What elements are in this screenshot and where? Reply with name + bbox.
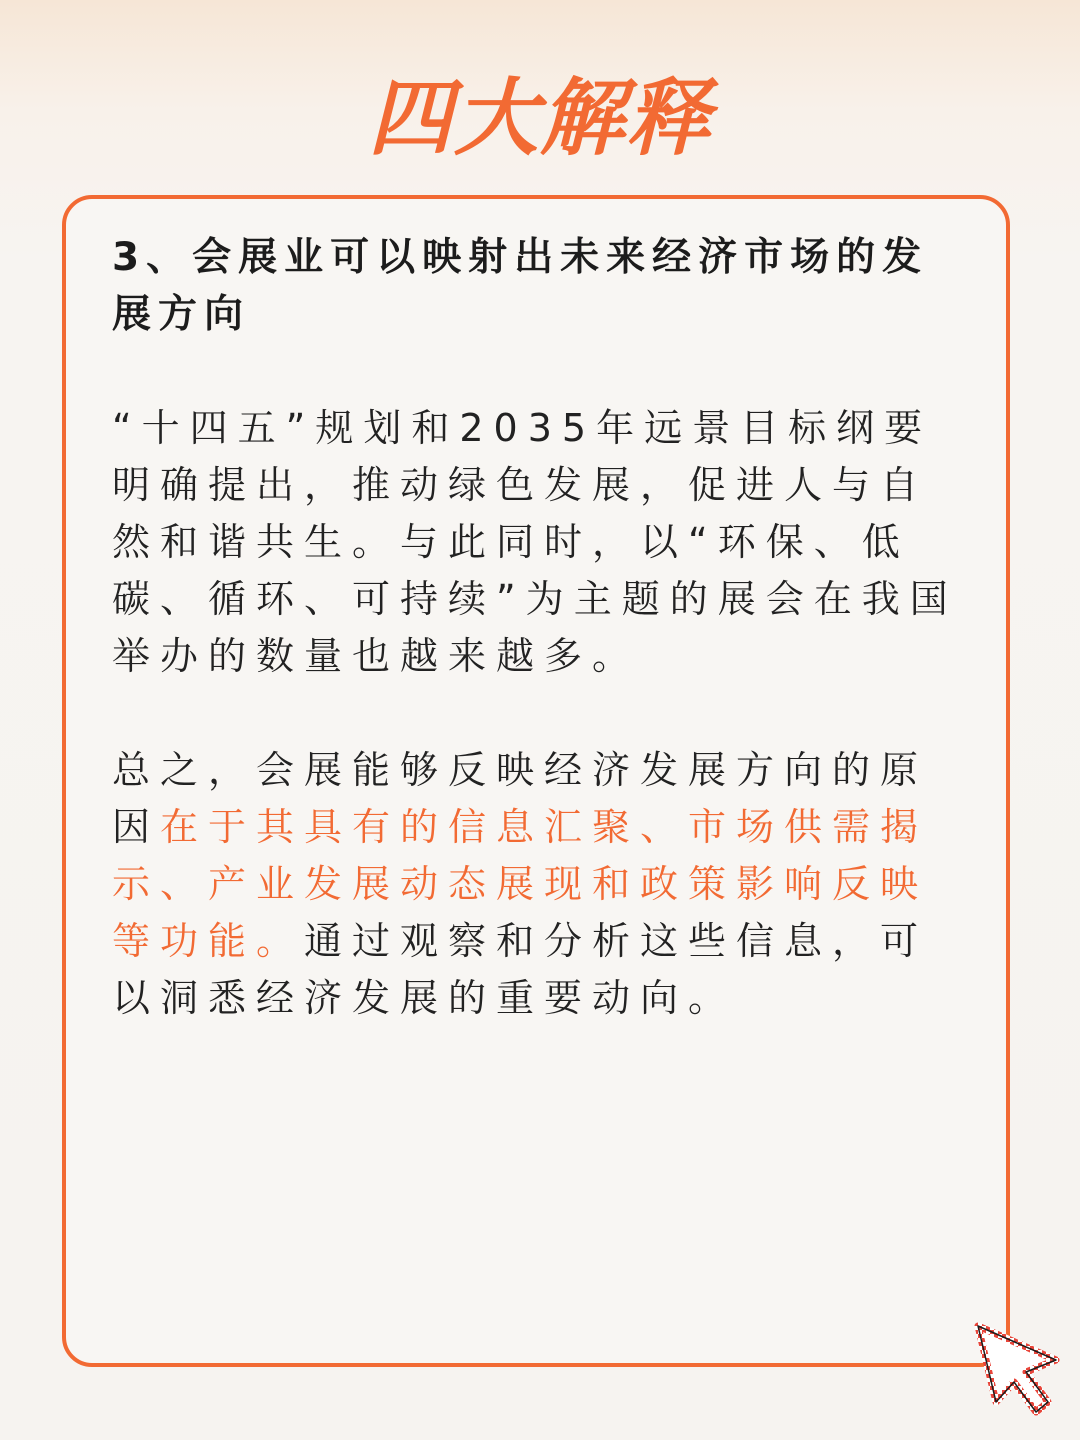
paragraph-2-lead: 总之，会展能够反映经济发展方向的原因 xyxy=(112,748,929,849)
card-content xyxy=(112,229,962,1084)
content-card xyxy=(62,195,1010,1367)
paragraph-2-highlight: 在于其具有的信息汇聚、市场供需揭示、产业发展动态展现和政策影响反映等功能。 xyxy=(112,805,929,963)
paragraph-2 xyxy=(112,742,962,1027)
paragraph-1: “十四五”规划和2035年远景目标纲要明确提出，推动绿色发展，促进人与自然和谐共生。与此同时，以“环保、低碳、循环、可持续”为主题的展会在我国举办的数量也越来越多。 xyxy=(112,406,958,678)
page-title: 四大解释 xyxy=(367,69,712,167)
cursor-arrow-icon xyxy=(970,1318,1066,1422)
section-heading: 3、会展业可以映射出未来经济市场的发展方向 xyxy=(112,235,929,337)
paragraph-2-tail: 通过观察和分析这些信息，可以洞悉经济发展的重要动向。 xyxy=(112,919,929,1020)
